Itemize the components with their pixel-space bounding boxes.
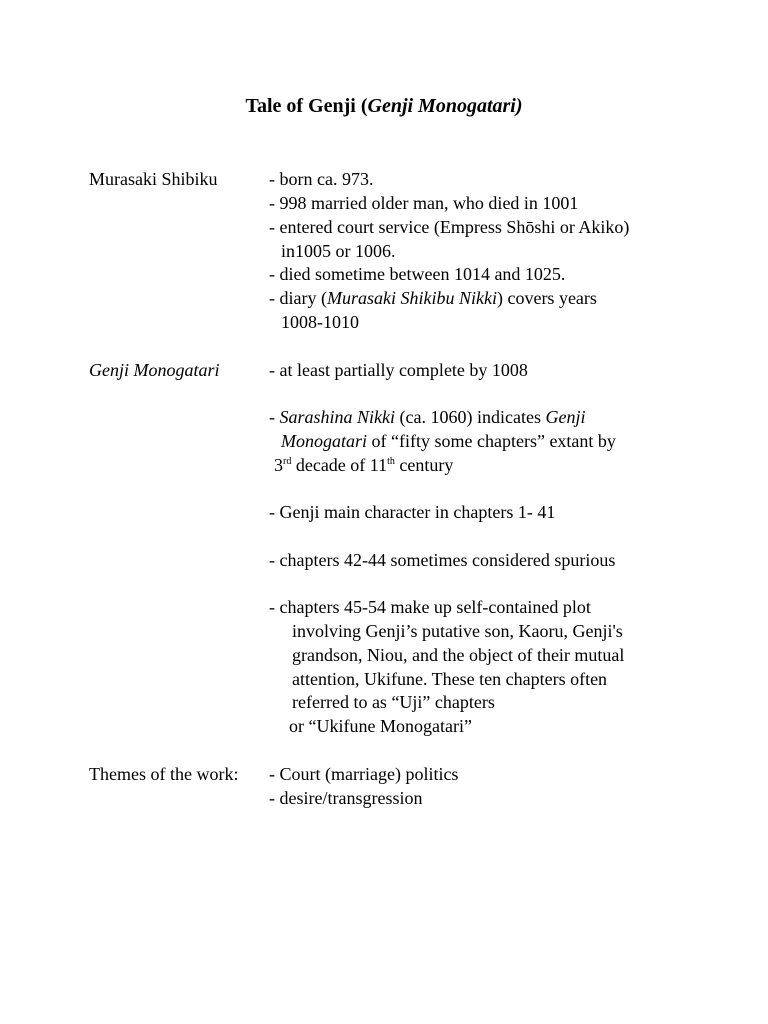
decade-number: 3: [274, 455, 283, 475]
murasaki-line-court-year: in1005 or 1006.: [281, 241, 396, 261]
decade-suffix: rd: [283, 456, 292, 467]
section-label-murasaki: Murasaki Shibiku: [89, 169, 218, 189]
title-italic: Genji Monogatari): [367, 95, 523, 117]
decade-text: decade of 11: [291, 455, 388, 475]
genji-line-sarashina-2: [281, 430, 616, 452]
century-suffix: th: [387, 456, 395, 467]
murasaki-line-died: - died sometime between 1014 and 1025.: [269, 264, 566, 284]
diary-post: ) covers years: [496, 288, 597, 308]
page-title: [0, 93, 768, 119]
section-label-themes: Themes of the work:: [89, 764, 239, 784]
murasaki-line-diary-years: 1008-1010: [281, 312, 359, 332]
murasaki-line-married: - 998 married older man, who died in 1001: [269, 193, 579, 213]
genji-line-uji-4: attention, Ukifune. These ten chapters often: [292, 669, 608, 689]
genji-line-uji-2: involving Genji’s putative son, Kaoru, Genji's: [292, 621, 623, 641]
genji-line-uji-5: referred to as “Uji” chapters: [292, 692, 495, 712]
genji-line-uji-1: - chapters 45-54 make up self-contained plot: [269, 597, 591, 617]
genji-line-uji-3: grandson, Niou, and the object of their mutual: [292, 645, 625, 665]
sarashina-post: of “fifty some chapters” extant by: [367, 431, 616, 451]
sarashina-title: Sarashina Nikki: [279, 407, 395, 427]
genji-line-sarashina: [269, 406, 585, 428]
sarashina-genji: Genji: [545, 407, 586, 427]
murasaki-line-diary: [269, 287, 597, 309]
themes-line-politics: - Court (marriage) politics: [269, 764, 459, 784]
sarashina-monogatari: Monogatari: [281, 431, 368, 451]
themes-line-desire: - desire/transgression: [269, 788, 423, 808]
section-label-genji: Genji Monogatari: [89, 360, 220, 380]
genji-line-uji-6: or “Ukifune Monogatari”: [289, 716, 472, 736]
sarashina-mid: (ca. 1060) indicates: [395, 407, 546, 427]
murasaki-line-court: - entered court service (Empress Shōshi or Akiko): [269, 217, 630, 237]
genji-line-partial: - at least partially complete by 1008: [269, 360, 528, 380]
sarashina-pre: -: [269, 407, 280, 427]
genji-line-sarashina-3: [274, 454, 453, 476]
genji-line-main-character: - Genji main character in chapters 1- 41: [269, 502, 556, 522]
genji-line-spurious: - chapters 42-44 sometimes considered spurious: [269, 550, 616, 570]
murasaki-line-born: - born ca. 973.: [269, 169, 374, 189]
century-text: century: [394, 455, 454, 475]
title-main: Tale of Genji (: [245, 95, 368, 117]
diary-title: Murasaki Shikibu Nikki: [326, 288, 497, 308]
diary-pre: - diary (: [269, 288, 327, 308]
